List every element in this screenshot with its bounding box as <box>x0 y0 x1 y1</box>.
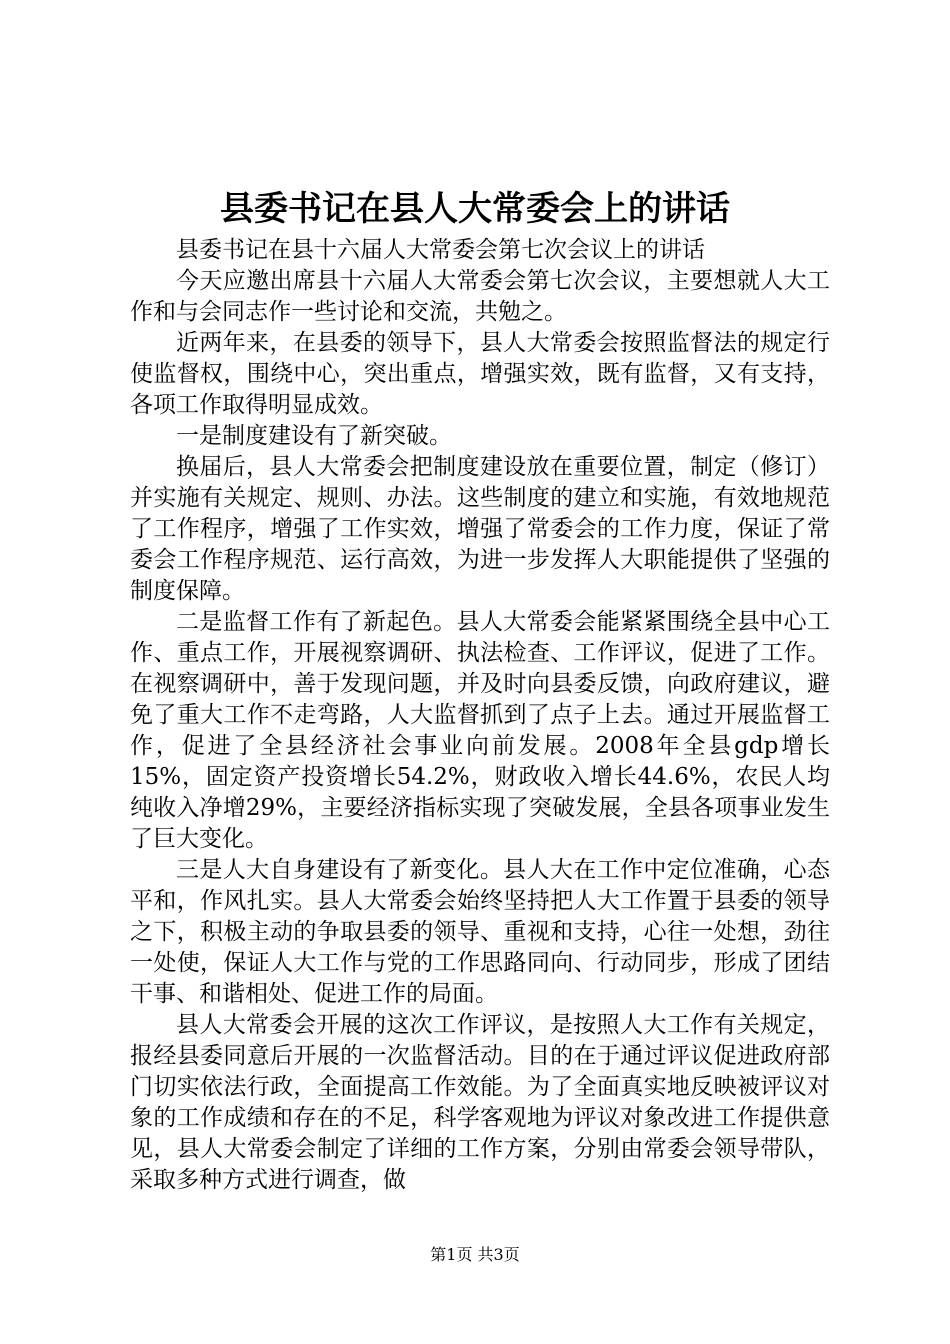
paragraph-overview: 近两年来，在县委的领导下，县人大常委会按照监督法的规定行使监督权，围绕中心，突出重点，增强实效，既有监督，又有支持，各项工作取得明显成效。 <box>130 330 830 418</box>
paragraph-evaluation: 县人大常委会开展的这次工作评议，是按照人大工作有关规定，报经县委同意后开展的一次监督活动。目的在于通过评议促进政府部门切实依法行政，全面提高工作效能。为了全面真实地反映被评议对象的工作成绩和存在的不足，科学客观地为评议对象改进工作提供意见，县人大常委会制定了详细的工作方案，分别由常委会领导带队，采取多种方式进行调查，做 <box>130 1012 830 1193</box>
page-number-footer: 第1页 共3页 <box>430 1245 520 1264</box>
paragraph-intro: 今天应邀出席县十六届人大常委会第七次会议，主要想就人大工作和与会同志作一些讨论和交流，共勉之。 <box>130 268 830 325</box>
document-title: 县委书记在县人大常委会上的讲话 <box>220 189 730 229</box>
paragraph-point-one-heading: 一是制度建设有了新突破。 <box>176 423 452 449</box>
paragraph-point-one-detail: 换届后，县人大常委会把制度建设放在重要位置，制定（修订）并实施有关规定、规则、办法。这些制度的建立和实施，有效地规范了工作程序，增强了工作实效，增强了常委会的工作力度，保证了常委会工作程序规范、运行高效，为进一步发挥人大职能提供了坚强的制度保障。 <box>130 454 830 604</box>
document-body <box>130 235 830 1196</box>
paragraph-point-two: 二是监督工作有了新起色。县人大常委会能紧紧围绕全县中心工作、重点工作，开展视察调研、执法检查、工作评议，促进了工作。在视察调研中，善于发现问题，并及时向县委反馈，向政府建议，避免了重大工作不走弯路，人大监督抓到了点子上去。通过开展监督工作，促进了全县经济社会事业向前发展。2008年全县gdp增长15%，固定资产投资增长54.2%，财政收入增长44.6%，农民人均纯收入净增29%，主要经济指标实现了突破发展，全县各项事业发生了巨大变化。 <box>130 609 830 852</box>
paragraph-subtitle: 县委书记在县十六届人大常委会第七次会议上的讲话 <box>176 237 705 263</box>
paragraph-point-three: 三是人大自身建设有了新变化。县人大在工作中定位准确，心态平和，作风扎实。县人大常委会始终坚持把人大工作置于县委的领导之下，积极主动的争取县委的领导、重视和支持，心往一处想，劲往一处使，保证人大工作与党的工作思路同向、行动同步，形成了团结干事、和谐相处、促进工作的局面。 <box>130 857 830 1007</box>
